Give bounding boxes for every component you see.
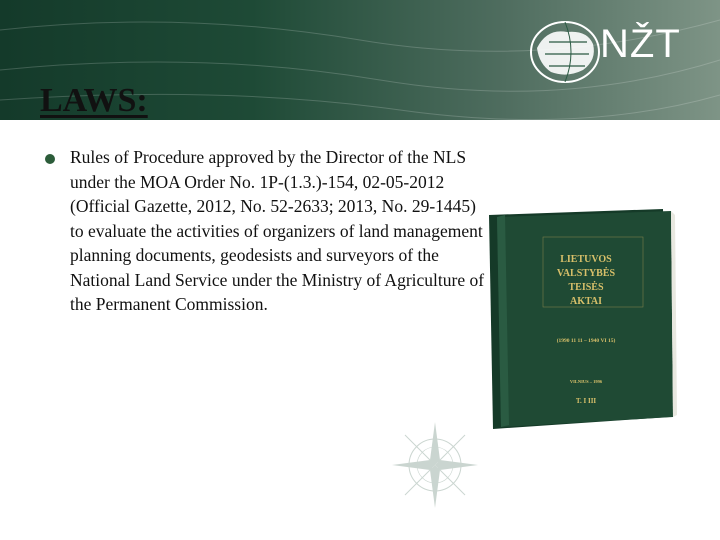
book-title-line-2: VALSTYBĖS	[556, 268, 616, 279]
book-subtitle: (1990 11 11 – 1940 VI 15)	[556, 338, 616, 344]
bullet-text: Rules of Procedure approved by the Director of the NLS under the MOA Order No. 1P-(1.3.)-154, 02-05-2012 (Official Gazette, 2012, No. 52-2633; 2013, No. 29-1445) to evaluate the activities of organizers of land management planning documents, geodesists and surveyors of the National Land Service under the Ministry of Agriculture of the Permanent Commission.	[70, 147, 485, 314]
book-volume: T. I III	[575, 397, 597, 405]
book-title-line-3: TEISĖS	[568, 282, 604, 293]
book-title-line-4: AKTAI	[569, 296, 603, 307]
compass-rose-icon	[390, 420, 480, 510]
bullet-icon	[45, 154, 55, 164]
book-title-line-1: LIETUVOS	[560, 254, 612, 265]
logo-text: NŽT	[600, 22, 681, 66]
book-place: VILNIUS – 1996	[569, 379, 603, 384]
book-image	[483, 207, 678, 430]
page-title: LAWS:	[40, 82, 148, 119]
